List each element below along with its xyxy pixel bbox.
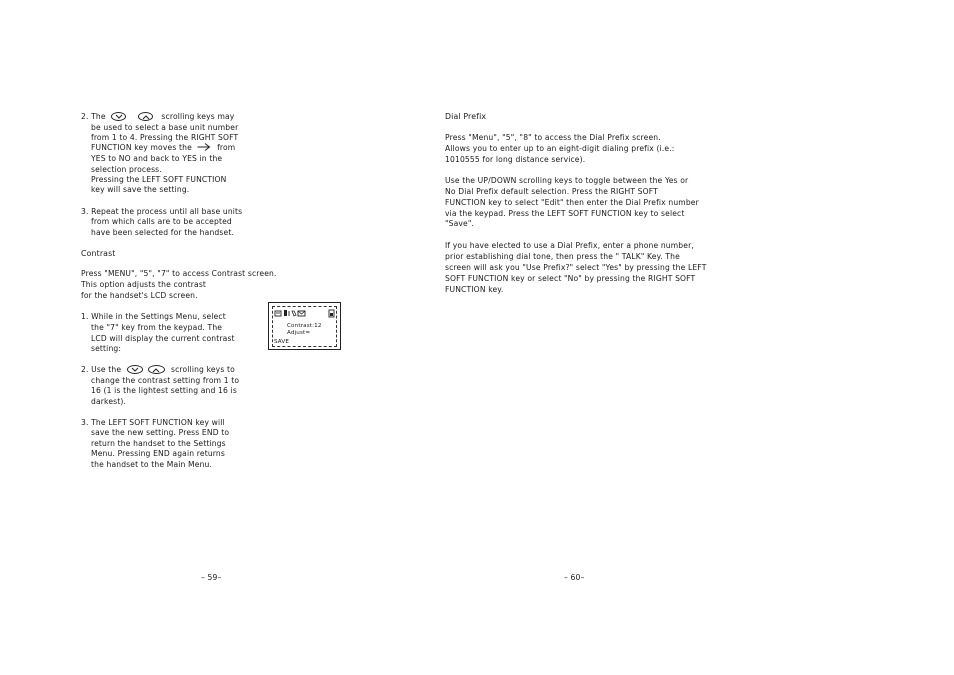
para3-line1: If you have elected to use a Dial Prefix, enter a phone number, (445, 241, 694, 250)
status-icons (274, 309, 336, 318)
step2-line6: selection process. (91, 165, 162, 174)
lcd-contrast-line: Contrast:12 (287, 323, 322, 329)
para2-line3: FUNCTION key to select "Edit" then enter the Dial Prefix number (445, 198, 699, 207)
para2-line4: via the keypad. Press the LEFT SOFT FUNCTION key to select (445, 209, 685, 218)
right-arrow-icon (197, 143, 211, 151)
handset-signal-icon (284, 310, 289, 316)
step2-line4-text-b: from (217, 143, 236, 152)
lcd-save-softkey: SAVE (274, 339, 290, 345)
step3-line3: have been selected for the handset. (91, 228, 235, 237)
contrast-step1-line3: LCD will display the current contrast (91, 334, 235, 343)
step2-line1 (81, 112, 234, 122)
contrast-step2-line1 (81, 365, 235, 375)
page-number-right: – 60– (564, 573, 585, 582)
phone-icon (292, 311, 296, 316)
lcd-adjust-line: Adjust= (287, 330, 311, 336)
contrast-step3-line2: save the new setting. Press END to (91, 428, 230, 437)
step2-line4-text-a: FUNCTION key moves the (91, 143, 192, 152)
lcd-screen-illustration (268, 302, 341, 350)
contrast-step1-line1: 1. While in the Settings Menu, select (81, 312, 226, 321)
down-arrow-key-icon (111, 112, 126, 121)
para3-line4: SOFT FUNCTION key or select "No" by pressing the RIGHT SOFT (445, 274, 696, 283)
contrast-step1-line2: the "7" key from the keypad. The (91, 323, 223, 332)
contrast-step2-line4: darkest). (91, 397, 127, 406)
para3-line2: prior establishing dial tone, then press the " TALK" Key. The (445, 252, 680, 261)
step2-text-b: scrolling keys may (161, 112, 235, 121)
para1-line3: 1010555 for long distance service). (445, 155, 586, 164)
page-number-left: – 59– (201, 573, 222, 582)
step2-line2: be used to select a base unit number (91, 123, 239, 132)
dial-prefix-heading: Dial Prefix (445, 112, 487, 121)
contrast-step3-line4: Menu. Pressing END again returns (91, 449, 225, 458)
contrast-step2-text-a: 2. Use the (81, 365, 122, 374)
contrast-step3-line3: return the handset to the Settings (91, 439, 226, 448)
contrast-step1-line4: setting: (91, 344, 122, 353)
contrast-intro-line2: This option adjusts the contrast (81, 280, 207, 289)
step2-line5: YES to NO and back to YES in the (91, 154, 223, 163)
message-envelope-icon (298, 311, 305, 316)
contrast-step3-line5: the handset to the Main Menu. (91, 460, 213, 469)
base-station-icon (275, 311, 281, 316)
up-arrow-key-icon (148, 365, 165, 374)
step2-line4 (91, 143, 235, 153)
contrast-step2-line2: change the contrast setting from 1 to (91, 376, 240, 385)
para3-line5: FUNCTION key. (445, 285, 504, 294)
step2-line7: Pressing the LEFT SOFT FUNCTION (91, 175, 227, 184)
down-arrow-key-icon (127, 365, 143, 374)
para2-line5: "Save". (445, 219, 475, 228)
step2-line8: key will save the setting. (91, 185, 190, 194)
step2-line3: from 1 to 4. Pressing the RIGHT SOFT (91, 133, 239, 142)
step2-text-a: 2. The (81, 112, 106, 121)
contrast-intro-line3: for the handset's LCD screen. (81, 291, 198, 300)
para2-line1: Use the UP/DOWN scrolling keys to toggle between the Yes or (445, 176, 689, 185)
contrast-step3-line1: 3. The LEFT SOFT FUNCTION key will (81, 418, 225, 427)
battery-icon (329, 310, 334, 317)
contrast-heading: Contrast (81, 249, 116, 258)
para3-line3: screen will ask you "Use Prefix?" select "Yes" by pressing the LEFT (445, 263, 707, 272)
up-arrow-key-icon (138, 112, 153, 121)
para1-line2: Allows you to enter up to an eight-digit dialing prefix (i.e.: (445, 144, 675, 153)
contrast-step2-line3: 16 (1 is the lightest setting and 16 is (91, 386, 237, 395)
lcd-display-area (272, 306, 337, 347)
contrast-intro-line1: Press "MENU", "5", "7" to access Contrast screen. (81, 269, 277, 278)
step3-line2: from which calls are to be accepted (91, 217, 232, 226)
contrast-step2-text-b: scrolling keys to (170, 365, 235, 374)
para2-line2: No Dial Prefix default selection. Press the RIGHT SOFT (445, 187, 658, 196)
para1-line1: Press "Menu", "5", "8" to access the Dial Prefix screen. (445, 133, 661, 142)
step3-line1: 3. Repeat the process until all base units (81, 207, 243, 216)
